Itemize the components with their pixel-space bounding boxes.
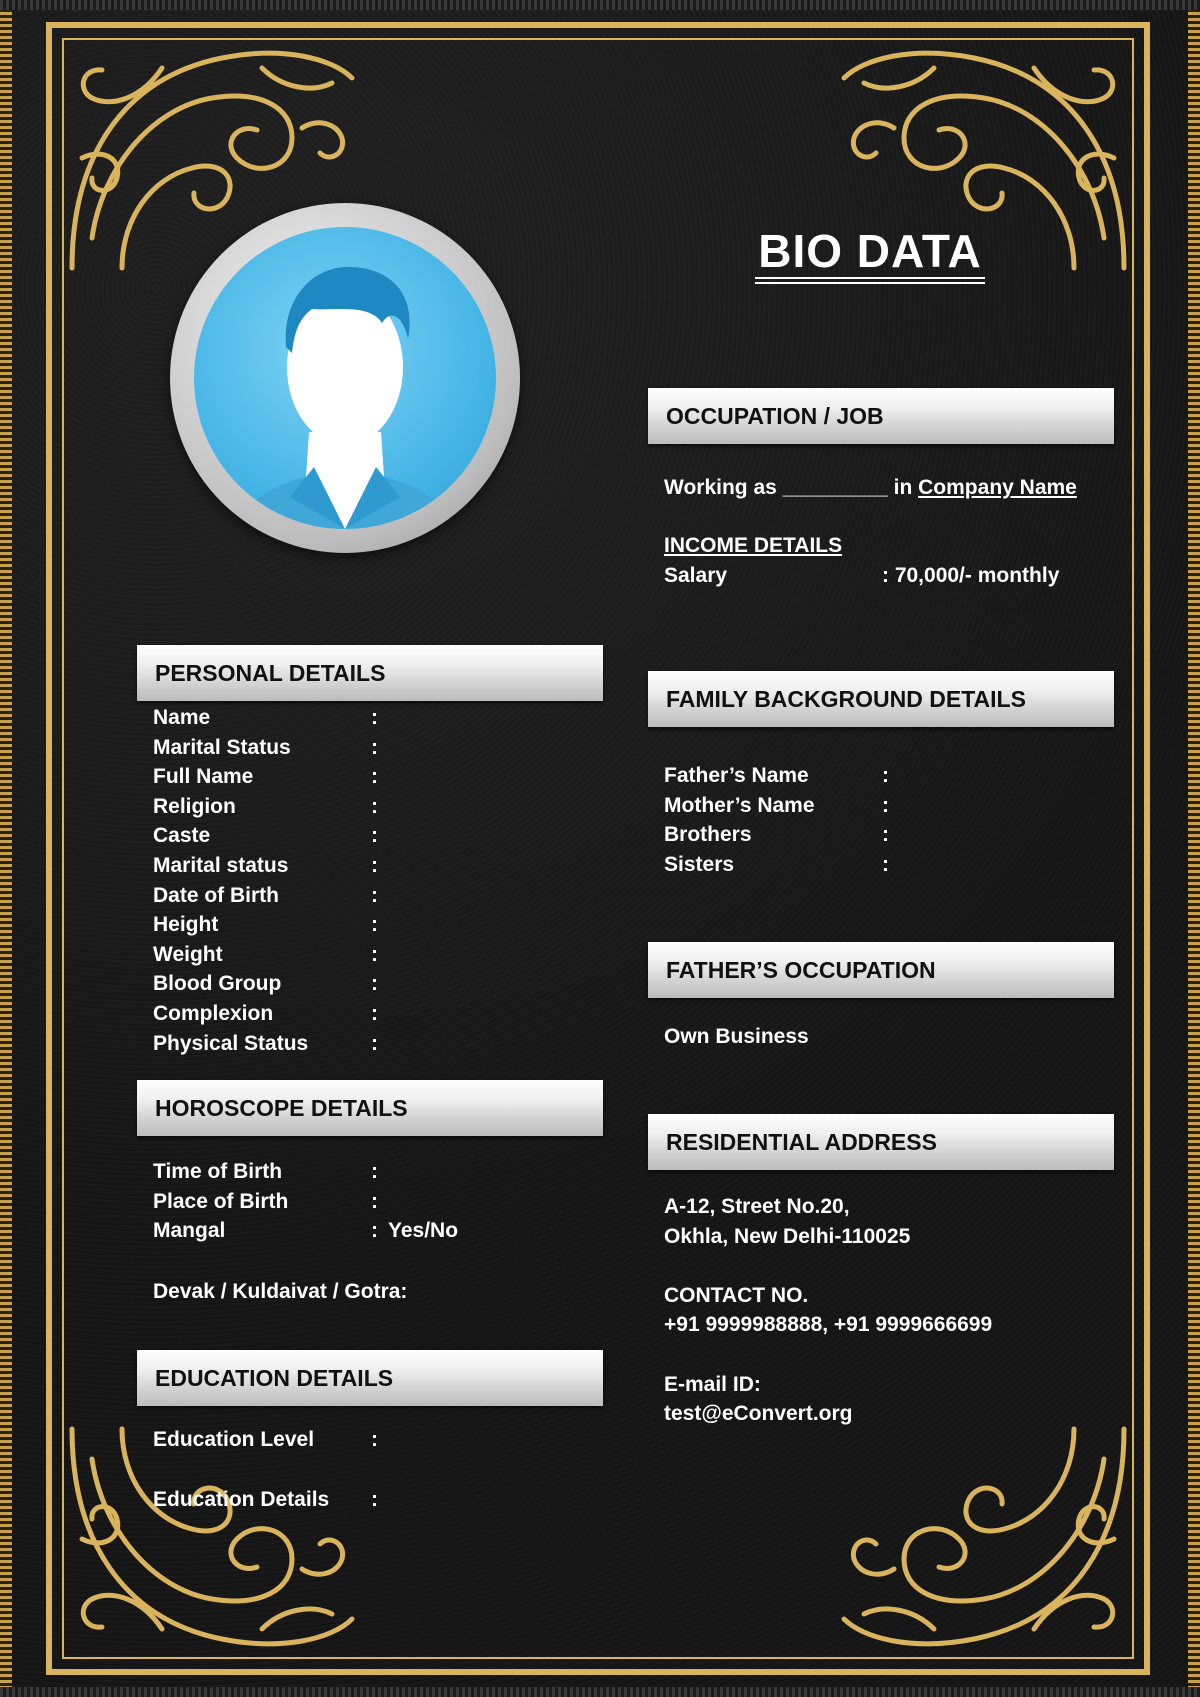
personal-label: Name <box>153 706 211 729</box>
family-row <box>664 794 964 824</box>
personal-row <box>153 972 573 1002</box>
personal-label: Religion <box>153 794 236 818</box>
occupation-line <box>664 476 1077 500</box>
personal-label: Marital status <box>153 854 289 877</box>
horoscope-separator: : <box>371 1190 378 1213</box>
horoscope-details-header: HOROSCOPE DETAILS <box>137 1080 603 1136</box>
family-separator: : <box>882 853 889 876</box>
education-separator: : <box>371 1428 378 1451</box>
family-separator: : <box>882 823 889 846</box>
personal-details-header: PERSONAL DETAILS <box>137 645 603 701</box>
personal-separator: : <box>371 913 378 937</box>
horoscope-row <box>153 1219 573 1249</box>
horoscope-row <box>153 1160 573 1190</box>
personal-row <box>153 795 573 825</box>
family-label: Mother’s Name <box>664 794 815 817</box>
personal-separator: : <box>371 1002 378 1025</box>
personal-label: Full Name <box>153 765 254 789</box>
horoscope-row <box>153 1190 573 1220</box>
page-title: BIO DATA <box>758 225 982 277</box>
horoscope-separator: : <box>371 1219 378 1242</box>
right-edge-border <box>1188 0 1200 1697</box>
personal-separator: : <box>371 972 378 996</box>
salary-value: : 70,000/- monthly <box>882 564 1060 587</box>
working-as-label: Working as <box>664 476 777 499</box>
personal-label: Blood Group <box>153 972 282 996</box>
personal-label: Caste <box>153 824 211 848</box>
occupation-header: OCCUPATION / JOB <box>648 388 1114 444</box>
title-underline <box>755 277 985 279</box>
family-row <box>664 823 964 853</box>
personal-row <box>153 1002 573 1032</box>
family-row <box>664 853 964 883</box>
personal-separator: : <box>371 794 378 818</box>
family-separator: : <box>882 794 889 817</box>
horoscope-label: Mangal <box>153 1219 226 1242</box>
residential-address-header: RESIDENTIAL ADDRESS <box>648 1114 1114 1170</box>
personal-label: Marital Status <box>153 735 291 759</box>
personal-label: Height <box>153 913 219 937</box>
education-details-header: EDUCATION DETAILS <box>137 1350 603 1406</box>
personal-label: Complexion <box>153 1002 274 1025</box>
personal-separator: : <box>371 735 378 759</box>
family-row <box>664 764 964 794</box>
personal-row <box>153 913 573 943</box>
personal-separator: : <box>371 854 378 877</box>
contact-heading: CONTACT NO. <box>664 1284 809 1307</box>
salary-label: Salary <box>664 564 728 587</box>
personal-row <box>153 943 573 973</box>
personal-separator: : <box>371 765 378 789</box>
education-label: Education Level <box>153 1428 315 1451</box>
personal-label: Date of Birth <box>153 883 279 907</box>
address-line-1: A-12, Street No.20, <box>664 1195 850 1218</box>
personal-separator: : <box>371 883 378 907</box>
in-label: in <box>893 476 913 499</box>
personal-row <box>153 884 573 914</box>
left-edge-border <box>0 0 12 1697</box>
personal-separator: : <box>371 706 378 729</box>
personal-row <box>153 706 573 736</box>
education-label: Education Details <box>153 1488 330 1511</box>
personal-separator: : <box>371 824 378 848</box>
horoscope-label: Time of Birth <box>153 1160 283 1183</box>
personal-row <box>153 736 573 766</box>
personal-separator: : <box>371 942 378 966</box>
education-row <box>153 1428 573 1458</box>
email-heading: E-mail ID: <box>664 1373 761 1396</box>
family-separator: : <box>882 764 889 787</box>
family-label: Father’s Name <box>664 764 809 787</box>
family-label: Brothers <box>664 823 752 846</box>
job-title-blank: _________ <box>782 476 888 499</box>
profile-photo-frame <box>170 203 520 553</box>
personal-row <box>153 854 573 884</box>
personal-row <box>153 824 573 854</box>
company-name: Company Name <box>918 476 1077 499</box>
family-details-header: FAMILY BACKGROUND DETAILS <box>648 671 1114 727</box>
email-address: test@eConvert.org <box>664 1402 853 1425</box>
personal-label: Physical Status <box>153 1031 309 1055</box>
avatar <box>194 227 496 529</box>
income-heading: INCOME DETAILS <box>664 534 843 557</box>
contact-numbers: +91 9999988888, +91 9999666699 <box>664 1313 993 1336</box>
title-underline <box>755 282 985 284</box>
personal-row <box>153 1032 573 1062</box>
gotra-label: Devak / Kuldaivat / Gotra: <box>153 1280 408 1303</box>
personal-separator: : <box>371 1031 378 1055</box>
father-occupation-value: Own Business <box>664 1025 809 1048</box>
personal-label: Weight <box>153 942 223 966</box>
address-line-2: Okhla, New Delhi-110025 <box>664 1225 911 1248</box>
horoscope-separator: : <box>371 1160 378 1183</box>
bottom-edge-border <box>0 1687 1200 1697</box>
top-edge-border <box>0 0 1200 10</box>
family-label: Sisters <box>664 853 735 876</box>
horoscope-value: Yes/No <box>388 1219 459 1242</box>
person-silhouette-icon <box>194 227 496 529</box>
horoscope-label: Place of Birth <box>153 1190 289 1213</box>
education-row <box>153 1488 573 1518</box>
ornament-corner-icon <box>834 1419 1134 1659</box>
education-separator: : <box>371 1488 378 1511</box>
father-occupation-header: FATHER’S OCCUPATION <box>648 942 1114 998</box>
personal-row <box>153 765 573 795</box>
